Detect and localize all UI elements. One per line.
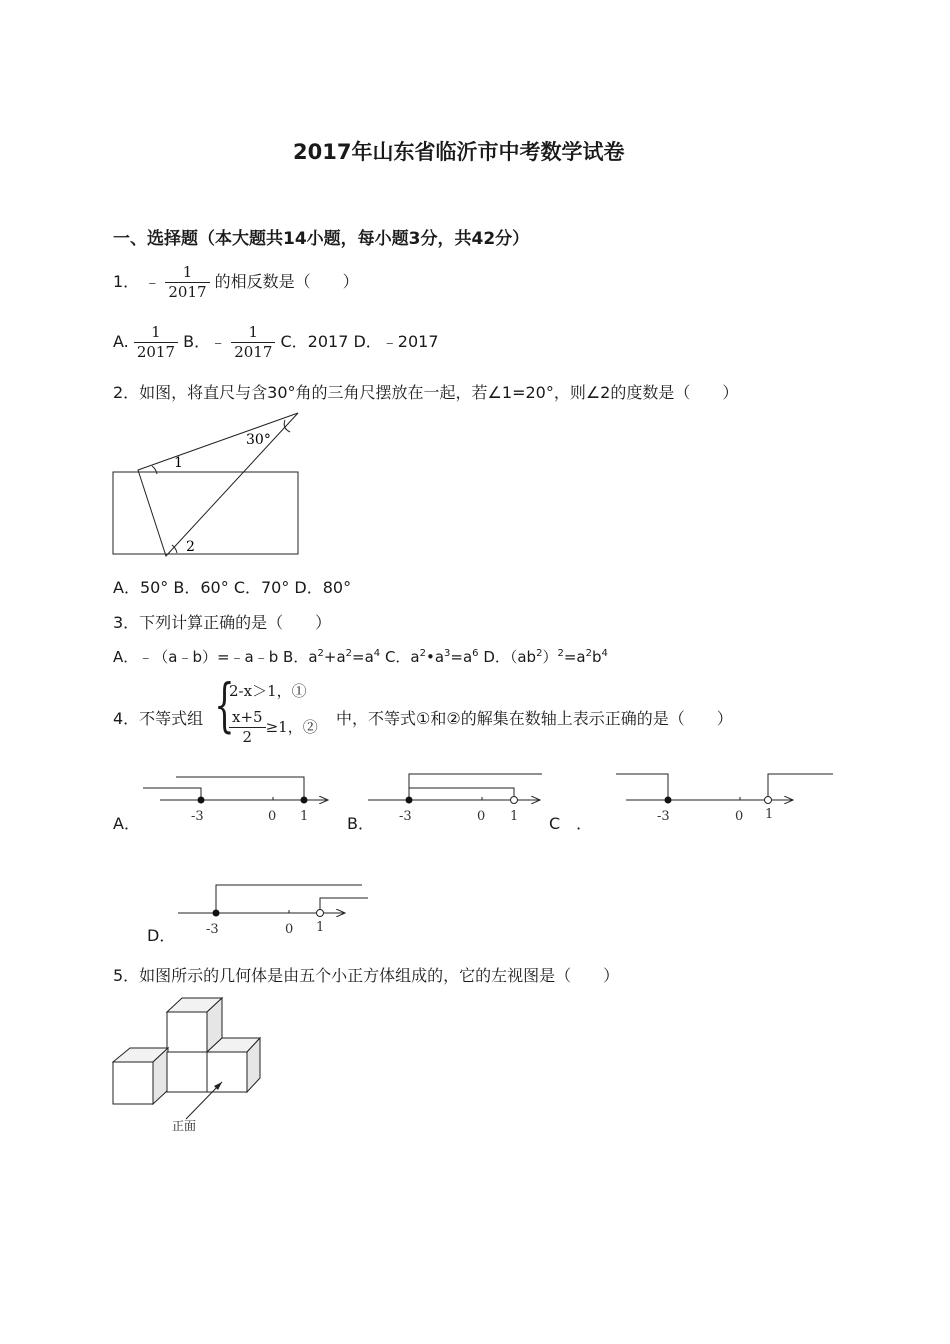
q3-sup: 2 xyxy=(585,648,592,659)
q3-sup: 2 xyxy=(419,648,426,659)
q3-sup: 2 xyxy=(345,648,353,659)
q1-option-b-label: B．﹣ xyxy=(183,332,227,351)
question-3: 3．下列计算正确的是（ ） xyxy=(113,613,332,632)
q4-label-d: D． xyxy=(147,926,176,945)
tick-label: 1 xyxy=(316,920,325,935)
q1-frac-num: 1 xyxy=(182,263,193,281)
q4-brace: { xyxy=(214,671,235,739)
q3-sup: 4 xyxy=(601,648,608,659)
q3-sup: 3 xyxy=(444,648,451,659)
q3-opt-c3: =a xyxy=(450,648,473,666)
q3-sup: 2 xyxy=(557,648,564,659)
section-header: 一、选择题（本大题共14小题，每小题3分，共42分） xyxy=(113,229,530,249)
tick-label: 0 xyxy=(268,809,277,824)
q3-opt-a: A．﹣（a﹣b）=﹣a﹣b B．a xyxy=(113,648,318,666)
q1-option-a-label: A. xyxy=(113,332,129,351)
q4-ineq1: 2-x＞1，① xyxy=(229,682,307,700)
q4-suffix: 中，不等式①和②的解集在数轴上表示正确的是（ ） xyxy=(336,709,733,728)
q4-ineq2-den: 2 xyxy=(229,727,266,747)
tick-label: -3 xyxy=(399,809,412,824)
tick-label: 0 xyxy=(735,809,744,824)
q1-frac-den: 2017 xyxy=(165,282,209,302)
q1-text: 的相反数是（ ） xyxy=(214,272,359,291)
q2-options: A．50° B．60° C．70° D．80° xyxy=(113,578,352,597)
q1-option-cd: C．2017 D．﹣2017 xyxy=(280,332,439,351)
q3-opt-d: D．（ab xyxy=(478,648,537,666)
front-label: 正面 xyxy=(172,1119,197,1133)
tick-label: 0 xyxy=(477,809,486,824)
angle-label-30: 30° xyxy=(246,432,271,448)
q3-opt-c2: •a xyxy=(425,648,445,666)
q4-prefix: 4．不等式组 xyxy=(113,709,204,728)
tick-label: -3 xyxy=(657,809,670,824)
tick-label: -3 xyxy=(191,809,204,824)
q4-ineq2-tail: ≥1，② xyxy=(265,718,318,736)
q3-sup: 2 xyxy=(317,648,324,659)
question-2: 2．如图，将直尺与含30°角的三角尺摆放在一起，若∠1=20°，则∠2的度数是（ ） xyxy=(113,383,739,402)
q4-label-b: B． xyxy=(347,814,374,833)
q1-option-b-den: 2017 xyxy=(231,342,275,362)
tick-label: 0 xyxy=(285,922,294,937)
q1-option-a-den: 2017 xyxy=(134,342,178,362)
page-title: 2017年山东省临沂市中考数学试卷 xyxy=(293,140,625,164)
tick-label: 1 xyxy=(510,809,519,824)
question-5: 5．如图所示的几何体是由五个小正方体组成的，它的左视图是（ ） xyxy=(113,966,620,985)
q1-option-b-num: 1 xyxy=(248,323,259,341)
q3-opt-c: C．a xyxy=(380,648,420,666)
q3-opt-b3: =a xyxy=(352,648,374,666)
tick-label: 1 xyxy=(300,809,309,824)
angle-label-2: 2 xyxy=(186,539,195,555)
q3-opt-b2: +a xyxy=(323,648,346,666)
q3-opt-d4: b xyxy=(592,648,602,666)
angle-label-1: 1 xyxy=(174,455,183,471)
q1-number: 1． xyxy=(113,272,140,291)
tick-label: 1 xyxy=(765,807,774,822)
q4-label-c: C ． xyxy=(549,814,593,833)
tick-label: -3 xyxy=(206,922,219,937)
q3-opt-d2: ） xyxy=(542,648,558,666)
q4-ineq2-num: x+5 xyxy=(232,708,263,726)
q4-label-a: A． xyxy=(113,814,140,833)
q3-sup: 4 xyxy=(373,648,381,659)
q1-minus: ﹣ xyxy=(144,272,161,291)
q3-sup: 6 xyxy=(472,648,479,659)
q3-sup: 2 xyxy=(536,648,543,659)
q3-opt-d3: =a xyxy=(563,648,586,666)
q1-option-a-num: 1 xyxy=(151,323,161,341)
